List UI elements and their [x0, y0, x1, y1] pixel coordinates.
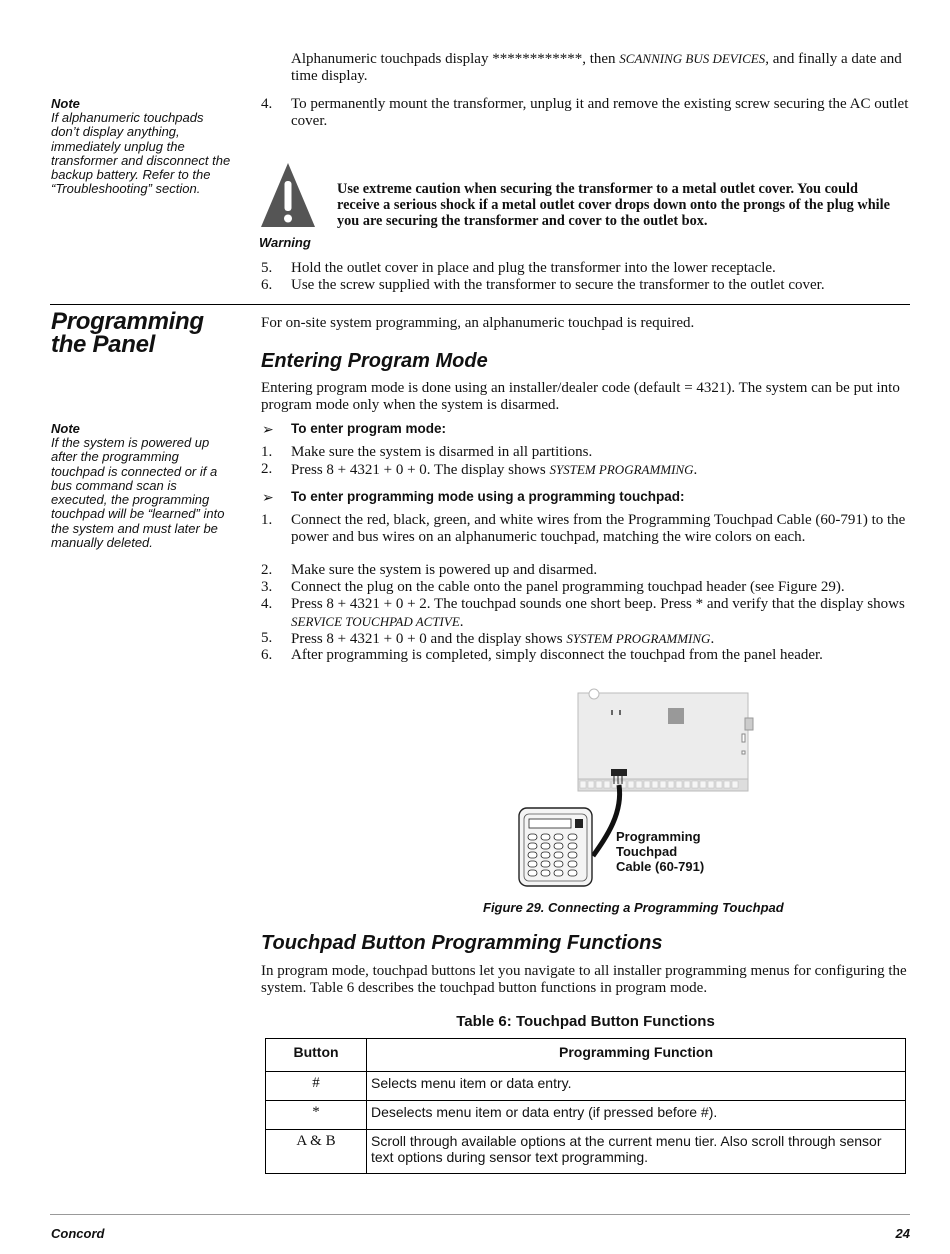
- section-divider: [50, 304, 910, 305]
- paragraph: Entering program mode is done using an installer/dealer code (default = 4321). The system can be put into program mode only when the system is disarmed.: [261, 380, 900, 413]
- side-note: Note If the system is powered up after the programming touchpad is connected or if a bus command scan is executed, the programming touchpad will be “learned” into the system and must later be manually deleted.: [51, 421, 225, 551]
- warning-label: Warning: [259, 235, 311, 250]
- table-cell: Deselects menu item or data entry (if pressed before #).: [367, 1101, 906, 1130]
- arrow-icon: ➢: [262, 421, 274, 437]
- table-cell: A & B: [266, 1130, 367, 1174]
- page-number: 24: [895, 1226, 910, 1241]
- table-title: Table 6: Touchpad Button Functions: [456, 1013, 715, 1030]
- table-cell: Selects menu item or data entry.: [367, 1072, 906, 1101]
- section-intro: For on-site system programming, an alphanumeric touchpad is required.: [261, 315, 695, 331]
- warning-block: [259, 161, 319, 251]
- warning-triangle-icon: [259, 161, 317, 229]
- table-cell: *: [266, 1101, 367, 1130]
- subsection-heading: Entering Program Mode: [261, 350, 488, 372]
- table-cell: Scroll through available options at the current menu tier. Also scroll through sensor text options during sensor text programming.: [367, 1130, 906, 1174]
- table-row: [266, 1072, 906, 1101]
- table-row: [266, 1130, 906, 1174]
- table-6: [265, 1038, 906, 1174]
- column-header: Button: [266, 1039, 367, 1072]
- table-row: [266, 1101, 906, 1130]
- intro-paragraph: Alphanumeric touchpads display ************, then SCANNING BUS DEVICES, and finally a date and time display.: [291, 51, 902, 84]
- table-cell: #: [266, 1072, 367, 1101]
- section-title: Programming the Panel: [51, 308, 204, 358]
- paragraph: In program mode, touchpad buttons let you navigate to all installer programming menus for configuring the system. Table 6 describes the touchpad button functions in program mode.: [261, 963, 907, 996]
- footer-title: Concord: [51, 1226, 105, 1241]
- figure-caption: Figure 29. Connecting a Programming Touchpad: [483, 900, 784, 915]
- subsection-heading: Touchpad Button Programming Functions: [261, 932, 663, 954]
- figure-callout: Programming Touchpad Cable (60-791): [616, 829, 705, 874]
- warning-text: Use extreme caution when securing the transformer to a metal outlet cover. You could receive a serious shock if a metal outlet cover drops down onto the prongs of the plug while you are securing the transformer and cover to the outlet box.: [337, 181, 890, 229]
- footer-divider: [50, 1214, 910, 1215]
- side-note: Note If alphanumeric touchpads don’t display anything, immediately unplug the transformer and disconnect the backup battery. Refer to the “Troubleshooting” section.: [51, 96, 231, 197]
- column-header: Programming Function: [367, 1039, 906, 1072]
- arrow-icon: ➢: [262, 489, 274, 505]
- table-header-row: [266, 1039, 906, 1072]
